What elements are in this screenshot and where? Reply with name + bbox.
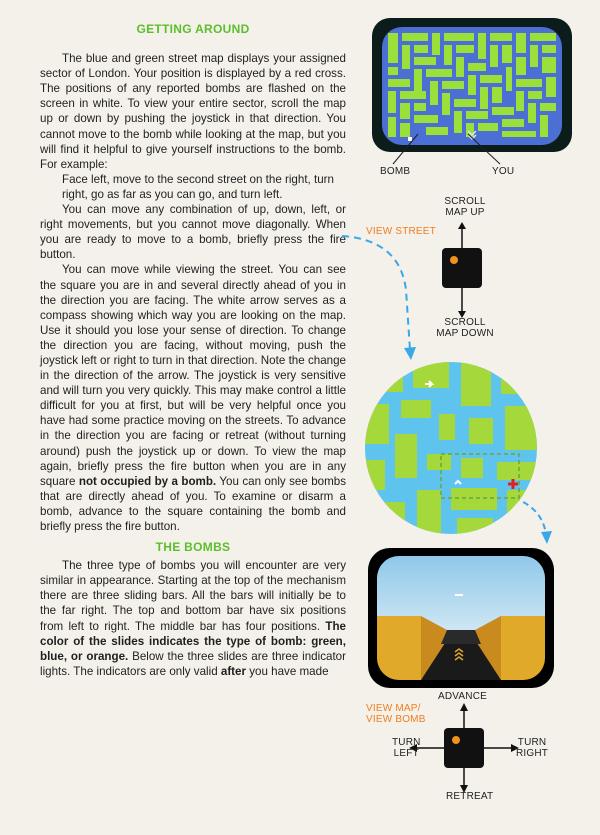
- dashed-arrow-to-bomb: [512, 494, 562, 554]
- label-scroll-map-up: SCROLL MAP UP: [444, 196, 486, 218]
- joystick-movement: [444, 728, 484, 768]
- street-map: [382, 27, 562, 145]
- street-perspective-graphic: [377, 556, 545, 680]
- label-advance: ADVANCE: [438, 691, 488, 702]
- paragraph-street-view: [40, 262, 346, 534]
- bombs-text-bold-after: after: [220, 664, 247, 678]
- label-turn-left: TURN LEFT: [392, 737, 421, 759]
- bomb-view-screen: [377, 556, 545, 680]
- label-bomb: BOMB: [380, 166, 411, 177]
- text-column: [40, 22, 346, 679]
- paragraph-map: The blue and green street map displays your assigned sector of London. Your position is displayed by a red cross. The positions of any reported bombs are flashed on the screen in white. To view your entire sector, scroll the map up or down by pushing the joystick in that direction. You cannot move to the bomb while looking at the map, but you will find it helpful to give yourself instructions to the bomb. For example:: [40, 52, 346, 171]
- joystick-scroll: [442, 248, 482, 288]
- street-text-bold: not occupied by a bomb.: [78, 474, 217, 488]
- fire-button-icon: [450, 256, 458, 264]
- street-view: [365, 362, 537, 534]
- label-turn-right: TURN RIGHT: [516, 737, 549, 759]
- bombs-text-bold: The color of the slides indicates the type of bomb: green, blue, or orange.: [40, 619, 346, 663]
- label-scroll-map-down: SCROLL MAP DOWN: [436, 317, 494, 339]
- bombs-text-3: you have made: [246, 664, 329, 678]
- advance-arrow-icon: [460, 703, 468, 711]
- label-view-street: VIEW STREET: [366, 226, 436, 237]
- bombs-text-2: Below the three slides are three indicator lights. The indicators are only valid: [40, 649, 346, 678]
- bomb-view-frame: [368, 548, 554, 688]
- fire-button-icon: [452, 736, 460, 744]
- example-directions: Face left, move to the second street on the right, turn right, go as far as you can go, and turn left.: [62, 172, 334, 201]
- bombs-text-1: The three type of bombs you will encounter are very similar in appearance. Starting at the top of the mechanism there are three sliding bars. All the bars will initially be to the far right. The top and bottom bar have six positions from left to right. The middle bar has four positions.: [40, 559, 346, 633]
- street-view-graphic: [365, 362, 537, 534]
- heading-getting-around: GETTING AROUND: [136, 22, 250, 36]
- paragraph-bombs: [40, 558, 346, 679]
- street-text-2: You can only see bombs that are directly ahead of you. To examine or disarm a bomb, advance to the square containing the bomb and briefly press the fire button.: [40, 474, 346, 533]
- arrow-up-icon: [458, 222, 466, 229]
- label-you: YOU: [492, 166, 515, 177]
- street-text-1: You can move while viewing the street. You can see the square you are in and several directly ahead of you in the direction you are facing. The white arrow serves as a compass showing which way you are looking on the map. Use it should you lose your sense of direction. To change the direction you are facing, without moving, push the joystick left or right to turn in that direction. Note the change in the direction of the arrow. The joystick is very sensitive and will turn you very quickly. This may make control a little difficult for you at first, but will be very helpful once you have had some practice moving on the streets. To advance in the direction you are facing or retreat (without turning around) push the joystick up or down. To view the map again, briefly press the fire button when you are in any square: [40, 263, 346, 488]
- street-map-graphic: [382, 27, 562, 145]
- heading-the-bombs: THE BOMBS: [155, 540, 231, 555]
- label-retreat: RETREAT: [446, 791, 494, 802]
- label-view-map-bomb: VIEW MAP/ VIEW BOMB: [366, 703, 426, 725]
- dashed-arrow-to-street: [340, 230, 440, 370]
- paragraph-movement: You can move any combination of up, down, left, or right movements, but you cannot move diagonally. When you are ready to move to a bomb, briefly press the fire button.: [40, 203, 346, 262]
